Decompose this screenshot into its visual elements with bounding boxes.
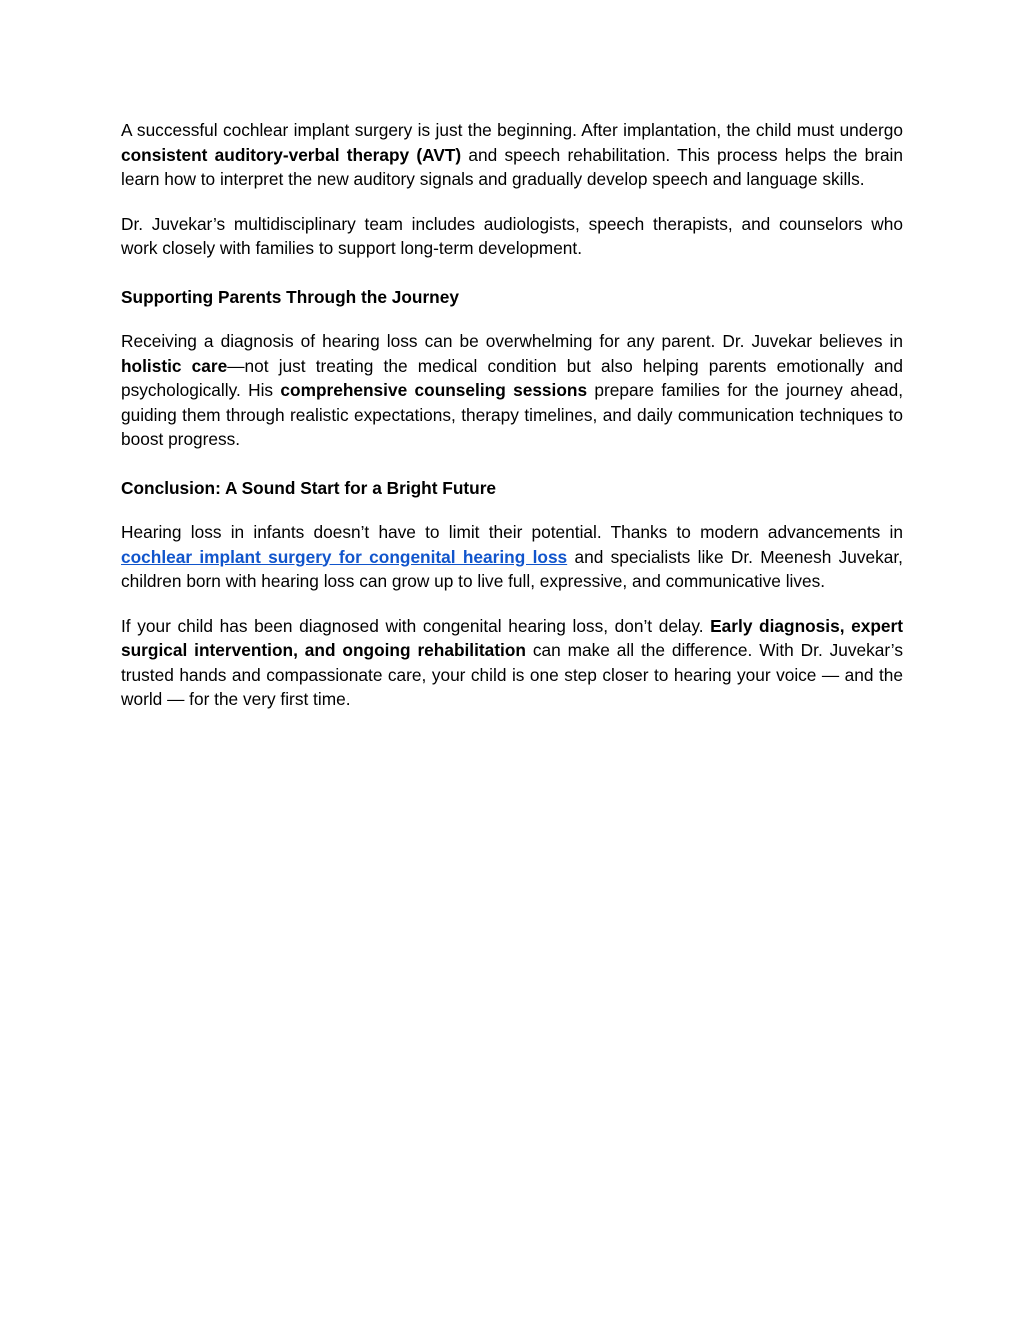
cochlear-implant-link[interactable]: cochlear implant surgery for congenital hearing loss — [121, 546, 568, 567]
paragraph-text: Hearing loss in infants doesn’t have to limit their potential. Thanks to modern advancements in — [121, 522, 903, 542]
bold-avt-phrase: consistent auditory-verbal therapy (AVT) — [121, 144, 462, 165]
paragraph-text: —not just treating the medical condition but also helping parents emotionally and psychologically. His — [121, 355, 903, 400]
paragraph-hearing-loss-potential — [121, 520, 903, 594]
document-page — [121, 118, 903, 732]
paragraph-text: If your child has been diagnosed with congenital hearing loss, don’t delay. — [121, 615, 711, 636]
paragraph-text: and specialists like Dr. Meenesh Juvekar, children born with hearing loss can grow up to live full, expressive, and communicative lives. — [121, 546, 903, 591]
heading-supporting-parents: Supporting Parents Through the Journey — [121, 286, 459, 307]
bold-counseling-sessions: comprehensive counseling sessions — [280, 380, 588, 400]
paragraph-text: prepare families for the journey ahead, guiding them through realistic expectations, therapy timelines, and daily communication techniques to boost progress. — [121, 380, 903, 449]
paragraph-avt-therapy — [121, 118, 903, 192]
paragraph-text: Receiving a diagnosis of hearing loss can be overwhelming for any parent. Dr. Juvekar believes in — [121, 331, 903, 351]
paragraph-early-diagnosis — [121, 614, 903, 712]
bold-holistic-care: holistic care — [121, 355, 228, 376]
paragraph-multidisciplinary-team: Dr. Juvekar’s multidisciplinary team includes audiologists, speech therapists, and counselors who work closely with families to support long-term development. — [121, 213, 903, 258]
paragraph-holistic-care — [121, 329, 903, 452]
bold-early-diagnosis: Early diagnosis, expert surgical intervention, and ongoing rehabilitation — [121, 615, 903, 660]
heading-conclusion: Conclusion: A Sound Start for a Bright Future — [121, 477, 497, 498]
paragraph-text: A successful cochlear implant surgery is just the beginning. After implantation, the child must undergo — [121, 120, 903, 140]
paragraph-text: can make all the difference. With Dr. Juvekar’s trusted hands and compassionate care, your child is one step closer to hearing your voice — and the world — for the very first time. — [121, 640, 903, 709]
paragraph-text: and speech rehabilitation. This process helps the brain learn how to interpret the new auditory signals and gradually develop speech and language skills. — [121, 144, 904, 189]
